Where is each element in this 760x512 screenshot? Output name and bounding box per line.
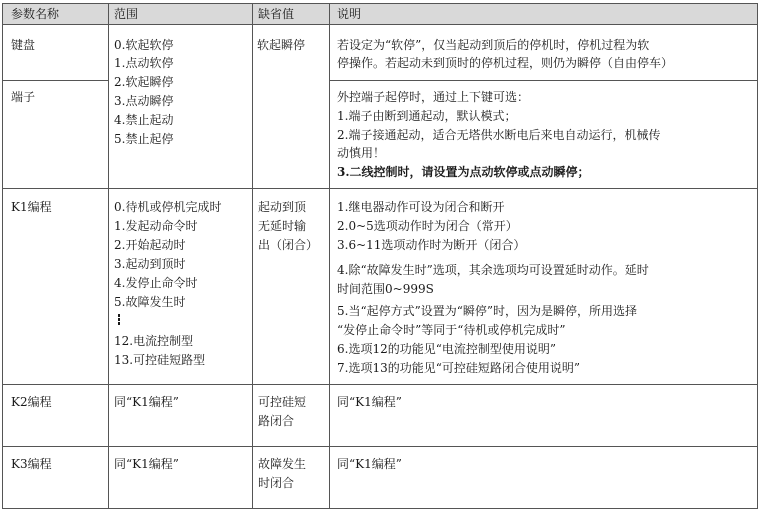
row-k3-range: 同“K1编程” <box>114 457 179 471</box>
row-terminal-desc-line: 动慎用！ <box>337 146 386 160</box>
header-range: 范围 <box>114 7 139 21</box>
range-option: 4.禁止起动 <box>114 113 174 127</box>
row-k1-desc-line: 2.0~5选项动作时为闭合（常开） <box>337 219 518 233</box>
row-k1-desc-line: 6.选项12的功能见“电流控制型使用说明” <box>337 342 556 356</box>
k1-range-option: 0.待机或停机完成时 <box>114 200 222 214</box>
row-k2-name: K2编程 <box>11 395 52 409</box>
row-k1-desc-line: 3.6~11选项动作时为断开（闭合） <box>337 238 526 252</box>
row-k1-name: K1编程 <box>11 200 52 214</box>
k1-range-option: 2.开始起动时 <box>114 238 186 252</box>
row-divider <box>2 80 108 81</box>
range-option: 3.点动瞬停 <box>114 94 174 108</box>
range-option: 0.软起软停 <box>114 38 174 52</box>
row-k3-desc: 同“K1编程” <box>337 457 402 471</box>
row-k1-desc-line: 5.当“起停方式”设置为“瞬停”时，因为是瞬停，所用选择 <box>337 304 637 318</box>
header-param-name: 参数名称 <box>11 7 60 21</box>
row-k1-desc-line: “发停止命令时”等同于“待机或停机完成时” <box>337 323 566 337</box>
row-k3-default-line: 故障发生 <box>258 457 307 471</box>
row-k1-desc-line: 4.除“故障发生时”选项，其余选项均可设置延时动作。延时 <box>337 263 649 277</box>
row-k1-default-line: 出（闭合） <box>258 238 319 252</box>
row-k2-range: 同“K1编程” <box>114 395 179 409</box>
row-divider <box>2 384 758 385</box>
table-border-left <box>2 3 3 509</box>
range-option: 5.禁止起停 <box>114 132 174 146</box>
k1-range-option: 5.故障发生时 <box>114 295 186 309</box>
header-default: 缺省值 <box>258 7 295 21</box>
column-divider <box>252 3 253 509</box>
table-border-right <box>757 3 758 509</box>
row-keyboard-desc-line: 停操作。若起动未到顶时的停机过程，则仍为瞬停（自由停车） <box>337 56 674 70</box>
row-terminal-desc-line: 1.端子由断到通起动，默认模式； <box>337 109 517 123</box>
row-divider <box>2 188 758 189</box>
row-k1-desc-line: 7.选项13的功能见“可控硅短路闭合使用说明” <box>337 361 580 375</box>
table-border-bottom <box>2 508 758 509</box>
row-divider <box>329 80 758 81</box>
k1-range-option: 12.电流控制型 <box>114 334 194 348</box>
row-k3-default-line: 时闭合 <box>258 476 295 490</box>
k1-range-option: 13.可控硅短路型 <box>114 353 206 367</box>
row-k3-name: K3编程 <box>11 457 52 471</box>
k1-range-option: 1.发起动命令时 <box>114 219 198 233</box>
header-description: 说明 <box>337 7 362 21</box>
row-keyboard-default: 软起瞬停 <box>257 38 306 52</box>
row-k2-default-line: 可控硅短 <box>258 395 307 409</box>
row-k1-default-line: 起动到顶 <box>258 200 307 214</box>
row-terminal-desc-bold: 3.二线控制时，请设置为点动软停或点动瞬停； <box>337 165 590 179</box>
row-k1-desc-line: 1.继电器动作可设为闭合和断开 <box>337 200 505 214</box>
row-divider <box>2 446 758 447</box>
row-k1-desc-line: 时间范围0~999S <box>337 282 434 296</box>
column-divider <box>329 3 330 509</box>
row-keyboard-name: 键盘 <box>11 38 36 52</box>
ellipsis-vertical-icon <box>118 314 121 326</box>
row-terminal-desc-line: 2.端子接通起动，适合无塔供水断电后来电自动运行，机械传 <box>337 128 661 142</box>
range-option: 1.点动软停 <box>114 56 174 70</box>
row-terminal-desc-line: 外控端子起停时，通过上下键可选： <box>337 90 530 104</box>
k1-range-option: 3.起动到顶时 <box>114 257 186 271</box>
range-option: 2.软起瞬停 <box>114 75 174 89</box>
column-divider <box>108 3 109 509</box>
row-k2-desc: 同“K1编程” <box>337 395 402 409</box>
row-k1-default-line: 无延时输 <box>258 219 307 233</box>
row-keyboard-desc-line: 若设定为“软停”，仅当起动到顶后的停机时，停机过程为软 <box>337 38 650 52</box>
row-terminal-name: 端子 <box>11 90 36 104</box>
k1-range-option: 4.发停止命令时 <box>114 276 198 290</box>
row-k2-default-line: 路闭合 <box>258 414 295 428</box>
parameter-table <box>2 3 758 509</box>
